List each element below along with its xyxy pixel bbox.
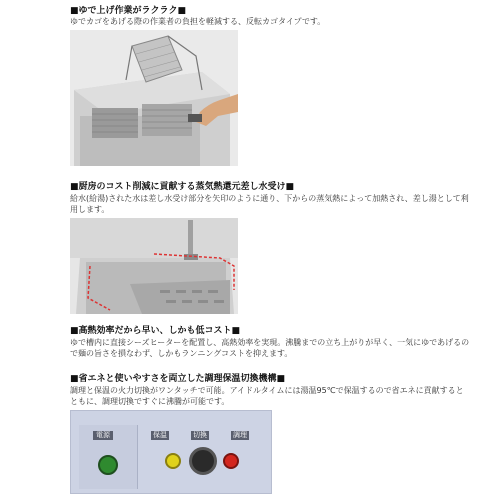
section-2-text: 給水(給湯)された水は差し水受け部分を矢印のように通り、下からの蒸気熱によって加熱され、差し湯として利用します。	[70, 194, 469, 214]
panel-power-section	[79, 425, 138, 489]
control-panel	[70, 410, 272, 494]
power-lamp-icon	[98, 455, 118, 475]
section-1-text: ゆでカゴをあげる際の作業者の負担を軽減する、反転カゴタイプです。	[70, 17, 326, 26]
section-3-heading: ■高熱効率だから早い、しかも低コスト■	[70, 326, 241, 336]
cook-label: 調理	[233, 431, 247, 439]
switch-label: 切換	[193, 431, 207, 439]
fryer-basket-photo	[70, 30, 238, 166]
section-3-text: ゆで槽内に直接シーズヒーターを配置し、高熱効率を実現。沸騰までの立ち上がりが早く、一気にゆであげるので麺の旨さを損なわず、しかもランニングコストを抑えます。	[70, 338, 470, 358]
hold-label: 保温	[153, 431, 167, 439]
section-4-text: 調理と保温の火力切換がワンタッチで可能。アイドルタイムには湯温95℃で保温するので省エネに貢献するとともに、調理切換ですぐに沸騰が可能です。	[70, 386, 464, 406]
section-1-heading: ■ゆで上げ作業がラクラク■	[70, 6, 187, 16]
hold-lamp-icon	[165, 453, 181, 469]
section-2-heading: ■厨房のコスト削減に貢献する蒸気熱還元差し水受け■	[70, 182, 295, 192]
section-4-heading: ■省エネと使いやすさを両立した調理保温切換機構■	[70, 374, 286, 384]
mode-switch-knob[interactable]	[189, 447, 217, 475]
cook-lamp-icon	[223, 453, 239, 469]
power-label: 電源	[93, 431, 113, 440]
water-inlet-photo	[70, 218, 238, 314]
